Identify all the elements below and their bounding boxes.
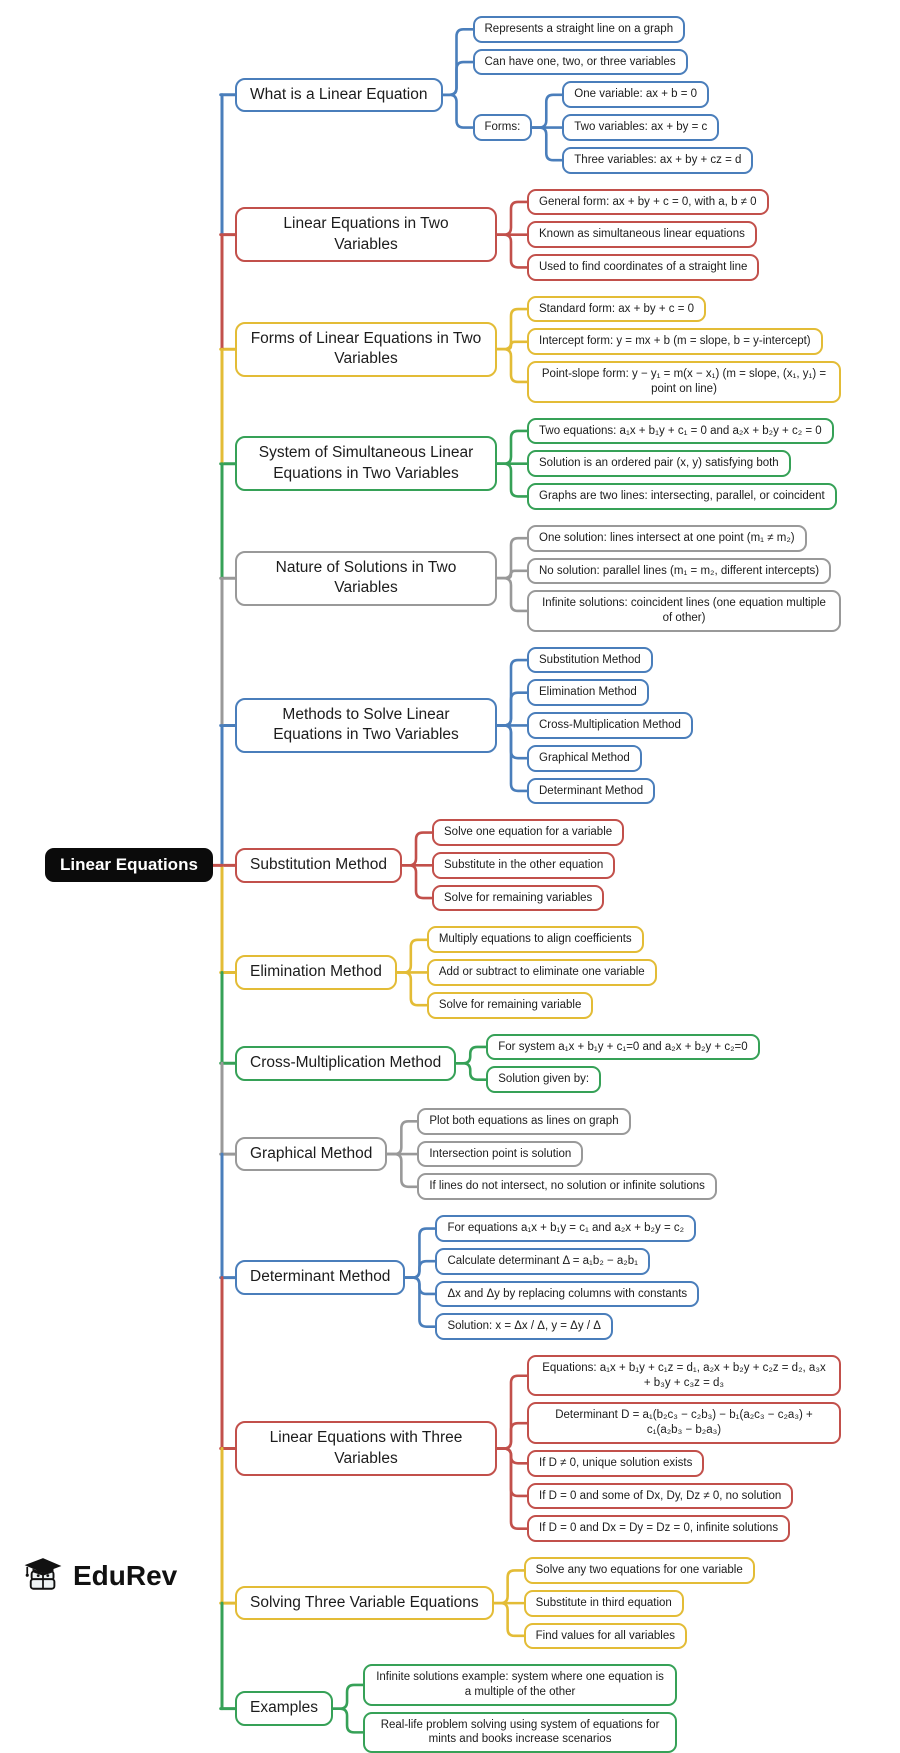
child-node: Determinant Method bbox=[527, 778, 655, 805]
branch-block bbox=[235, 1215, 841, 1340]
child-row bbox=[435, 1313, 699, 1340]
children-group bbox=[435, 1215, 699, 1340]
child-node: Cross-Multiplication Method bbox=[527, 712, 693, 739]
child-node: Intersection point is solution bbox=[417, 1141, 583, 1168]
branch-node: Elimination Method bbox=[235, 955, 397, 989]
child-row bbox=[527, 745, 693, 772]
child-row bbox=[527, 221, 769, 248]
child-node: Infinite solutions example: system where one equation is a multiple of the other bbox=[363, 1664, 677, 1705]
child-node: Solve for remaining variables bbox=[432, 885, 604, 912]
branch-node: What is a Linear Equation bbox=[235, 78, 443, 112]
child-row bbox=[435, 1215, 699, 1242]
child-row bbox=[417, 1108, 717, 1135]
branch-node: Solving Three Variable Equations bbox=[235, 1586, 494, 1620]
child-node: Plot both equations as lines on graph bbox=[417, 1108, 630, 1135]
child-row bbox=[562, 147, 753, 174]
child-row bbox=[527, 590, 841, 631]
child-row bbox=[527, 189, 769, 216]
child-node: Calculate determinant Δ = a₁b₂ − a₂b₁ bbox=[435, 1248, 650, 1275]
child-node: Solution is an ordered pair (x, y) satisfying both bbox=[527, 450, 791, 477]
child-row bbox=[527, 1483, 841, 1510]
child-node: If D = 0 and Dx = Dy = Dz = 0, infinite solutions bbox=[527, 1515, 790, 1542]
children-group bbox=[486, 1034, 759, 1093]
branch-node: Determinant Method bbox=[235, 1260, 405, 1294]
branch-block bbox=[235, 16, 841, 174]
child-node: Solve one equation for a variable bbox=[432, 819, 624, 846]
child-row bbox=[524, 1623, 755, 1650]
child-row bbox=[486, 1066, 759, 1093]
children-group bbox=[432, 819, 624, 911]
child-row bbox=[527, 450, 837, 477]
branch-block bbox=[235, 418, 841, 510]
child-node: Known as simultaneous linear equations bbox=[527, 221, 757, 248]
child-row bbox=[417, 1173, 717, 1200]
branch-block bbox=[235, 926, 841, 1018]
children-group bbox=[527, 647, 693, 805]
child-node: Equations: a₁x + b₁y + c₁z = d₁, a₂x + b₂y + c₂z = d₂, a₃x + b₃y + c₃z = d₃ bbox=[527, 1355, 841, 1396]
branch-block bbox=[235, 1664, 841, 1753]
branch-node: System of Simultaneous Linear Equations in Two Variables bbox=[235, 436, 497, 491]
child-row bbox=[473, 49, 754, 76]
branch-block bbox=[235, 1557, 841, 1649]
child-row bbox=[432, 819, 624, 846]
child-row bbox=[527, 328, 841, 355]
child-row bbox=[432, 885, 624, 912]
branch-node: Methods to Solve Linear Equations in Two Variables bbox=[235, 698, 497, 753]
children-group bbox=[527, 1355, 841, 1542]
child-row bbox=[432, 852, 624, 879]
child-node: Can have one, two, or three variables bbox=[473, 49, 688, 76]
children-group bbox=[473, 16, 754, 174]
branches-container bbox=[235, 16, 841, 1753]
root-node: Linear Equations bbox=[45, 848, 213, 882]
child-node: Three variables: ax + by + cz = d bbox=[562, 147, 753, 174]
branch-block bbox=[235, 525, 841, 632]
child-node: Graphical Method bbox=[527, 745, 642, 772]
child-row bbox=[473, 16, 754, 43]
child-node: Intercept form: y = mx + b (m = slope, b = y-intercept) bbox=[527, 328, 823, 355]
child-row bbox=[527, 296, 841, 323]
child-node: Real-life problem solving using system of equations for mints and books increase scenarios bbox=[363, 1712, 677, 1753]
branch-node: Substitution Method bbox=[235, 848, 402, 882]
child-row bbox=[527, 361, 841, 402]
child-row bbox=[527, 679, 693, 706]
child-node: If lines do not intersect, no solution or infinite solutions bbox=[417, 1173, 717, 1200]
child-node: No solution: parallel lines (m₁ = m₂, different intercepts) bbox=[527, 558, 831, 585]
branch-node: Cross-Multiplication Method bbox=[235, 1046, 456, 1080]
child-node: For equations a₁x + b₁y = c₁ and a₂x + b₂y = c₂ bbox=[435, 1215, 696, 1242]
child-node: Solution: x = Δx / Δ, y = Δy / Δ bbox=[435, 1313, 612, 1340]
child-row bbox=[524, 1590, 755, 1617]
child-row bbox=[417, 1141, 717, 1168]
children-group bbox=[527, 525, 841, 632]
child-node: Elimination Method bbox=[527, 679, 649, 706]
child-node: Solve for remaining variable bbox=[427, 992, 594, 1019]
child-row bbox=[486, 1034, 759, 1061]
branch-node: Linear Equations in Two Variables bbox=[235, 207, 497, 262]
child-node: Multiply equations to align coefficients bbox=[427, 926, 644, 953]
children-group bbox=[527, 189, 769, 281]
children-group bbox=[527, 418, 837, 510]
child-node: Infinite solutions: coincident lines (one equation multiple of other) bbox=[527, 590, 841, 631]
child-row bbox=[527, 483, 837, 510]
brand-name: EduRev bbox=[73, 1559, 178, 1591]
child-row bbox=[527, 1515, 841, 1542]
child-node: Represents a straight line on a graph bbox=[473, 16, 686, 43]
children-group bbox=[417, 1108, 717, 1200]
child-node: Point-slope form: y − y₁ = m(x − x₁) (m = slope, (x₁, y₁) = point on line) bbox=[527, 361, 841, 402]
child-node: For system a₁x + b₁y + c₁=0 and a₂x + b₂y + c₂=0 bbox=[486, 1034, 759, 1061]
child-node: Two equations: a₁x + b₁y + c₁ = 0 and a₂x + b₂y + c₂ = 0 bbox=[527, 418, 834, 445]
child-node: One solution: lines intersect at one point (m₁ ≠ m₂) bbox=[527, 525, 807, 552]
child-row bbox=[527, 778, 693, 805]
child-row bbox=[527, 647, 693, 674]
branch-node: Nature of Solutions in Two Variables bbox=[235, 551, 497, 606]
child-row bbox=[527, 712, 693, 739]
child-node: Add or subtract to eliminate one variable bbox=[427, 959, 657, 986]
child-node: Standard form: ax + by + c = 0 bbox=[527, 296, 706, 323]
branch-block bbox=[235, 189, 841, 281]
child-row bbox=[427, 992, 657, 1019]
child-node: If D ≠ 0, unique solution exists bbox=[527, 1450, 704, 1477]
child-node: Δx and Δy by replacing columns with constants bbox=[435, 1281, 699, 1308]
branch-node: Forms of Linear Equations in Two Variables bbox=[235, 322, 497, 377]
children-group bbox=[427, 926, 657, 1018]
child-node: Forms: bbox=[473, 114, 533, 141]
child-node: Solution given by: bbox=[486, 1066, 601, 1093]
children-group bbox=[524, 1557, 755, 1649]
graduation-cap-icon bbox=[22, 1552, 64, 1599]
branch-block bbox=[235, 1108, 841, 1200]
child-node: Solve any two equations for one variable bbox=[524, 1557, 755, 1584]
children-group bbox=[562, 81, 753, 173]
branch-block bbox=[235, 819, 841, 911]
child-row bbox=[527, 1402, 841, 1443]
children-group bbox=[527, 296, 841, 403]
branch-node: Linear Equations with Three Variables bbox=[235, 1421, 497, 1476]
child-row bbox=[427, 959, 657, 986]
child-row bbox=[527, 1450, 841, 1477]
child-row bbox=[524, 1557, 755, 1584]
branch-block bbox=[235, 647, 841, 805]
child-node: One variable: ax + b = 0 bbox=[562, 81, 709, 108]
branch-node: Graphical Method bbox=[235, 1137, 387, 1171]
child-node: Graphs are two lines: intersecting, parallel, or coincident bbox=[527, 483, 837, 510]
child-row bbox=[527, 418, 837, 445]
child-node: Substitution Method bbox=[527, 647, 653, 674]
child-row bbox=[527, 558, 841, 585]
child-row bbox=[527, 1355, 841, 1396]
child-row bbox=[527, 525, 841, 552]
child-node: If D = 0 and some of Dx, Dy, Dz ≠ 0, no solution bbox=[527, 1483, 793, 1510]
child-row bbox=[435, 1281, 699, 1308]
child-row bbox=[527, 254, 769, 281]
children-group bbox=[363, 1664, 677, 1753]
branch-block bbox=[235, 1034, 841, 1093]
branch-block bbox=[235, 1355, 841, 1542]
child-node: Used to find coordinates of a straight line bbox=[527, 254, 759, 281]
child-node: Determinant D = a₁(b₂c₃ − c₂b₃) − b₁(a₂c₃ − c₂a₃) + c₁(a₂b₃ − b₂a₃) bbox=[527, 1402, 841, 1443]
child-node: Find values for all variables bbox=[524, 1623, 687, 1650]
child-node: Substitute in third equation bbox=[524, 1590, 684, 1617]
child-node: Two variables: ax + by = c bbox=[562, 114, 719, 141]
child-node: General form: ax + by + c = 0, with a, b ≠ 0 bbox=[527, 189, 769, 216]
child-node: Substitute in the other equation bbox=[432, 852, 615, 879]
child-row bbox=[473, 81, 754, 173]
child-row bbox=[363, 1712, 677, 1753]
child-row bbox=[363, 1664, 677, 1705]
child-row bbox=[562, 114, 753, 141]
branch-node: Examples bbox=[235, 1691, 333, 1725]
child-row bbox=[427, 926, 657, 953]
brand-footer bbox=[22, 1552, 177, 1599]
branch-block bbox=[235, 296, 841, 403]
child-row bbox=[435, 1248, 699, 1275]
child-row bbox=[562, 81, 753, 108]
